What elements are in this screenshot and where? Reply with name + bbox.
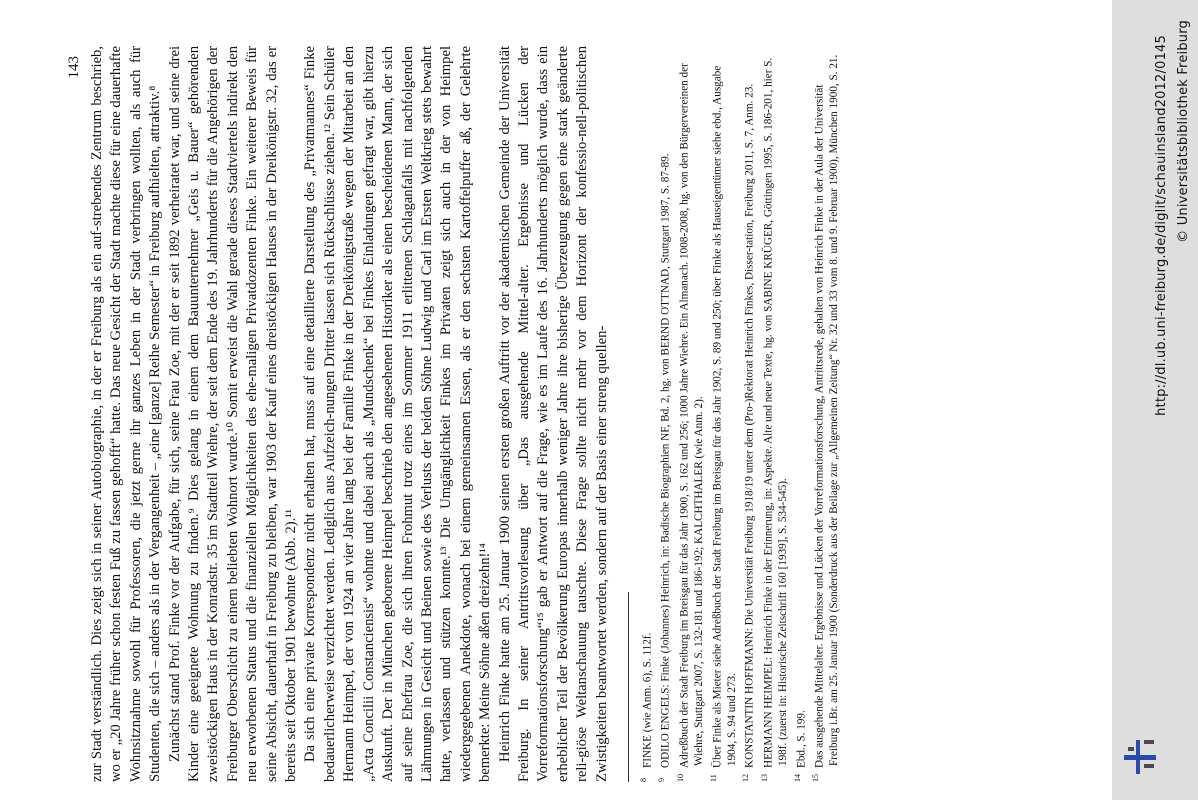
footnote-divider: [628, 592, 629, 782]
footnote: [655, 46, 673, 782]
footnote-text: HERMANN HEIMPEL: Heinrich Finke in der Erinnerung, in: Aspekte. Alte und neue Texte, hg. von SABINE KRÜGER, Göttingen 1995, S. 186-201, hier S. 198f. (zuerst in: Historische Zeitschrift 160 [1939], S. 534-545).: [762, 57, 790, 768]
footnote: [637, 46, 655, 782]
footnote-text: FINKE (wie Anm. 6), S. 112f.: [641, 632, 654, 768]
library-sidebar: [1112, 0, 1198, 800]
footnote-text: Über Finke als Mieter siehe Adreßbuch der Stadt Freiburg im Breisgau für das Jahr 1902, S. 89 und 250; über Finke als Hauseigentümer siehe ebd., Ausgabe 1904, S. 94 und 273.: [711, 65, 738, 768]
footnote: [758, 46, 791, 782]
footnote: [707, 46, 740, 782]
footnote-text: Adreßbuch der Stadt Freiburg im Breisgau für das Jahr 1900, S. 162 und 256; 1000 Jahre Wiehre. Ein Almanach. 1008-2008, hg. von den Bürgervereinen der Wiehre, Stuttgart 2007, S. 132-181 und 186-192; KALCHTHALER (wie Anm. 2).: [678, 63, 705, 768]
body-text: [88, 46, 612, 782]
footnote-number: 14: [792, 774, 802, 782]
paragraph: zur Stadt verständlich. Dies zeigt sich in seiner Autobiographie, in der er Freiburg als ein auf-strebendes Zentrum beschrieb, wo er „20 Jahre früher schon festen Fuß zu fassen gehofft“ hatte. Das neue Gesicht der Stadt machte diese für eine dauerhafte Wohnsitznahme sowohl für Professoren, die jetzt gerne ihr ganzes Leben in der Stadt verbringen wollten, als auch für Studenten, die sich – anders als in der Vergangenheit – „eine [ganze] Reihe Semester“ in Freiburg aufhielten, attraktiv.⁸: [89, 46, 164, 782]
footnote-text: KONSTANTIN HOFFMANN: Die Universität Freiburg 1918/19 unter dem (Pro-)Rektorat Heinrich Finkes, Disser-tation, Freiburg 2011, S. 7, Anm. 23.: [744, 83, 757, 768]
copyright-notice: © Universitätsbibliothek Freiburg: [1176, 20, 1191, 243]
paragraph: Heinrich Finke hatte am 25. Januar 1900 seinen ersten großen Auftritt vor der akademischen Gemeinde der Universität Freiburg. In seiner Antrittsvorlesung über „Das ausgehende Mittel-alter. Ergebnisse und Lücken der Vorreformationsforschung“¹⁵ gab er Antwort auf die Frage, wie es im Laufe des 16. Jahrhunderts möglich wurde, dass ein erheblicher Teil der Bevölkerung Europas innerhalb weniger Jahre ihre bisherige Überzeugung gegen eine stark geänderte reli-giöse Weltanschauung tauschte. Diese Frage sollte nicht mehr vor dem Horizont der konfessio-nell-politischen Zwistigkeiten beantwortet werden, sondern auf der Basis einer streng quellen-: [496, 46, 610, 782]
footnote-number: 9: [657, 778, 667, 782]
footnote-number: 13: [759, 774, 769, 782]
page-number: 143: [66, 56, 82, 79]
footnote-text: Das ausgehende Mittelalter. Ergebnisse und Lücken der Vorreformationsforschung, Antrittsrede, gehalten von Heinrich Finke in der Aula der Universität Freiburg i.Br. am 25. Januar 1900 (Sonderdruck aus der Beilage zur „Allgemeinen Zeitung“ Nr. 32 und 33 vom 8. und 9. Februar 1900), München 1900, S. 21.: [813, 54, 841, 768]
footnote-number: 15: [811, 774, 821, 782]
footnote: [739, 46, 757, 782]
footnote: [791, 46, 809, 782]
footnote: [674, 46, 707, 782]
sidebar-text-strip: [1112, 0, 1198, 800]
footnote-number: 11: [708, 774, 718, 782]
university-library-logo-icon: [1120, 732, 1160, 782]
paragraph: Zunächst stand Prof. Finke vor der Aufgabe, für sich, seine Frau Zoe, mit der er seit 1892 verheiratet war, und seine drei Kinder eine geeignete Wohnung zu finden.⁹ Dies gelang in einem dem Bauunternehmer „Geis u. Bauer“ gehörenden zweistöckigen Haus in der Konradstr. 35 im Stadtteil Wiehre, der seit dem Ende des 19. Jahrhunderts für die Angehörigen der Freiburger Oberschicht zu einem beliebten Wohnort wurde.¹⁰ Somit erweist die Wahl gerade dieses Stadtviertels indirekt den neu erworbenen Status und die finanziellen Möglichkeiten des ehe-maligen Privatdozenten Finke. Ein weiterer Beweis für seine Absicht, dauerhaft in Freiburg zu bleiben, war 1903 der Kauf eines dreistöckigen Hauses in der Dreikönigstr. 32, das er bereits seit Oktober 1901 bewohnte (Abb. 2).¹¹: [166, 46, 300, 782]
footnote-text: ODILO ENGELS: Finke (Johannes) Heinrich, in: Badische Biographien NF, Bd. 2, hg. von BERND OTTNAD, Stuttgart 1987, S. 87-89.: [660, 153, 673, 768]
footnotes: [637, 46, 842, 782]
footnote: [809, 46, 842, 782]
footnote-number: 8: [638, 778, 648, 782]
paragraph: Da sich eine private Korrespondenz nicht erhalten hat, muss auf eine detaillierte Darstellung des „Privatmannes“ Finke bedauerlicherweise verzichtet werden. Lediglich aus Aufzeich-nungen Dritter lassen sich Rückschlüsse ziehen.¹² Sein Schüler Hermann Heimpel, der von 1924 an vier Jahre lang bei der Familie Finke in der Dreikönigstraße wegen der Mitarbeit an den „Acta Concilii Constanciensis“ wohnte und dabei auch als „Mundschenk“ bei Finkes Einladungen gefragt war, gibt hierzu Auskunft. Der in München geborene Heimpel beschrieb den angesehenen Historiker als einen bescheidenen Mann, der sich auf seine Ehefrau Zoe, die sich ihren Frohmut trotz eines im Sommer 1911 erlittenen Schlaganfalls mit nachfolgenden Lähmungen in Gesicht und Beinen sowie des Verlusts der beiden Söhne Ludwig und Carl im Ersten Weltkrieg stets bewahrt hatte, verlassen und stützen konnte.¹³ Die Umgänglichkeit Finkes im Privaten zeigt sich auch in der von Heimpel wiedergegebenen Anekdote, wonach bei einem gemeinsamen Essen, als er den sechsten Kartoffelpuffer aß, der Gelehrte bemerkte: Meine Söhne aßen dreizehn!¹⁴: [302, 46, 494, 782]
footnote-number: 10: [675, 774, 685, 782]
source-url-link[interactable]: http://dl.ub.uni-freiburg.de/diglit/schauinsland2012/0145: [1154, 35, 1169, 416]
footnote-number: 12: [741, 774, 751, 782]
footnote-text: Ebd., S. 199.: [795, 710, 808, 768]
